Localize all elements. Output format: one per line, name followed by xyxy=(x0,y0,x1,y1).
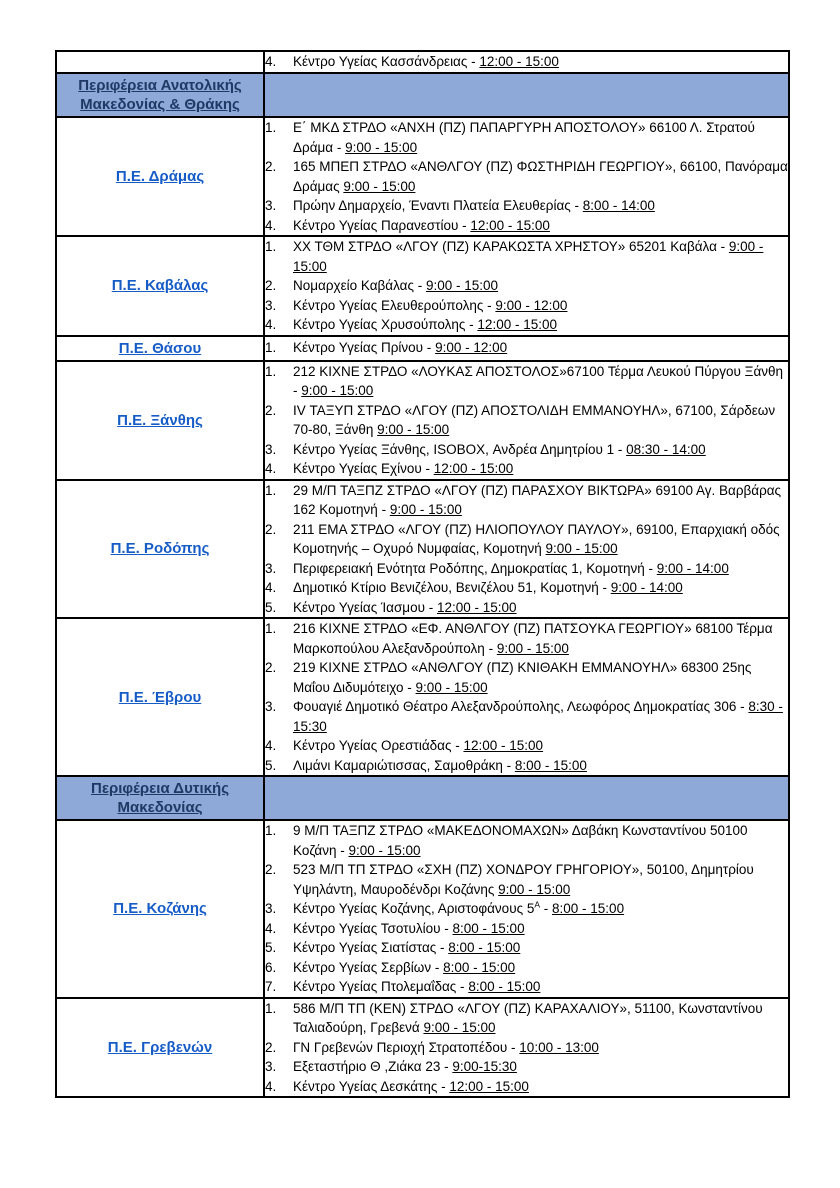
location-text: Δημοτικό Κτίριο Βενιζέλου, Βενιζέλου 51, Κομοτηνή - xyxy=(293,580,611,595)
list-item xyxy=(265,938,788,958)
region-header-row xyxy=(56,73,789,117)
time-range: 8:30 - 15:30 xyxy=(293,699,783,734)
list-item xyxy=(265,559,788,579)
list-item xyxy=(265,736,788,756)
time-range: 12:00 - 15:00 xyxy=(463,738,544,753)
list-item xyxy=(265,362,788,401)
item-text xyxy=(293,860,788,899)
item-number: 1. xyxy=(265,823,277,838)
location-text: IV ΤΑΞΥΠ ΣΤΡΔΟ «ΛΓΟΥ (ΠΖ) ΑΠΟΣΤΟΛΙΔΗ ΕΜΜΑΝΟΥΗΛ», 67100, Σάρδεων 70-80, Ξάνθη xyxy=(293,402,776,437)
item-text xyxy=(293,216,788,236)
region-empty-cell xyxy=(264,776,789,820)
list-item xyxy=(265,315,788,335)
location-text: Φουαγιέ Δημοτικό Θέατρο Αλεξανδρούπολης, Λεωφόρος Δημοκρατίας 306 - xyxy=(293,699,749,714)
location-text: 9 Μ/Π ΤΑΞΠΖ ΣΤΡΔΟ «ΜΑΚΕΔΟΝΟΜΑΧΩΝ» Δαβάκη Κωνσταντίνου 50100 Κοζάνη - xyxy=(293,823,748,858)
item-number: 2. xyxy=(265,660,277,675)
region-header-cell xyxy=(56,776,264,820)
item-number: 3. xyxy=(265,901,277,916)
list-item xyxy=(265,658,788,697)
item-number: 4. xyxy=(265,317,277,332)
table-row xyxy=(56,51,789,73)
unit-label-cell xyxy=(56,998,264,1098)
location-text: Ε΄ ΜΚΔ ΣΤΡΔΟ «ΑΝΧΗ (ΠΖ) ΠΑΠΑΡΓΥΡΗ ΑΠΟΣΤΟΛΟΥ» 66100 Λ. Στρατού Δράμα - xyxy=(293,120,755,155)
location-text: Κέντρο Υγείας Ξάνθης, ISOBOX, Ανδρέα Δημητρίου 1 - xyxy=(293,441,627,457)
time-range: 8:00 - 15:00 xyxy=(552,901,625,916)
location-text: 29 Μ/Π ΤΑΞΠΖ ΣΤΡΔΟ «ΛΓΟΥ (ΠΖ) ΠΑΡΑΣΧΟΥ ΒΙΚΤΩΡΑ» 69100 Αγ. Βαρβάρας 162 Κομοτηνή - xyxy=(293,482,782,517)
locations-cell xyxy=(264,51,789,73)
item-number: 5. xyxy=(265,599,277,615)
item-number: 2. xyxy=(265,1039,277,1055)
unit-label-cell xyxy=(56,117,264,236)
item-text xyxy=(293,401,788,440)
item-number: 1. xyxy=(265,340,277,356)
item-text xyxy=(293,619,788,658)
table-row xyxy=(56,117,789,236)
time-range: 9:00 - 15:00 xyxy=(415,679,488,695)
list-item xyxy=(265,157,788,196)
table-row xyxy=(56,998,789,1098)
item-text xyxy=(293,52,788,72)
time-range: 9:00 - 12:00 xyxy=(495,297,568,313)
item-number: 4. xyxy=(265,461,277,476)
time-range: 12:00 - 15:00 xyxy=(470,217,550,233)
item-number: 1. xyxy=(265,120,277,135)
item-text xyxy=(293,697,788,736)
list-item xyxy=(265,118,788,157)
item-text xyxy=(293,296,788,316)
list-item xyxy=(265,237,788,276)
time-range: 9:00 - 15:00 xyxy=(345,139,418,155)
location-text: Κέντρο Υγείας Δεσκάτης - xyxy=(293,1078,450,1094)
item-number: 2. xyxy=(265,862,277,877)
item-text xyxy=(293,1057,788,1077)
time-range: 9:00 - 15:00 xyxy=(425,278,499,293)
time-range: 8:00 - 15:00 xyxy=(514,757,587,773)
location-text: Κέντρο Υγείας Πρίνου - xyxy=(293,340,436,356)
item-text xyxy=(293,118,788,157)
location-text: 219 ΚΙΧΝΕ ΣΤΡΔΟ «ΑΝΘΛΓΟΥ (ΠΖ) ΚΝΙΘΑΚΗ ΕΜΜΑΝΟΥΗΛ» 68300 25ης Μαΐου Διδυμότειχο - xyxy=(293,660,752,695)
item-text xyxy=(293,440,788,460)
location-text: ΓΝ Γρεβενών Περιοχή Στρατοπέδου - xyxy=(293,1039,520,1055)
time-range: 9:00-15:30 xyxy=(452,1059,517,1074)
item-text xyxy=(293,578,788,598)
location-text: Κέντρο Υγείας Σιατίστας - xyxy=(293,940,449,955)
item-text xyxy=(293,338,788,358)
table-row xyxy=(56,618,789,776)
list-item xyxy=(265,440,788,460)
item-number: 3. xyxy=(265,198,277,213)
time-range: 9:00 - 15:00 xyxy=(293,239,764,274)
time-range: 12:00 - 15:00 xyxy=(477,317,557,332)
region-header-label: Περιφέρεια Ανατολικής Μακεδονίας & Θράκης xyxy=(78,77,242,113)
locations-cell xyxy=(264,336,789,361)
item-text xyxy=(293,276,788,296)
item-text xyxy=(293,459,788,479)
list-item xyxy=(265,1077,788,1097)
unit-label-cell xyxy=(56,236,264,336)
item-text xyxy=(293,756,788,776)
time-range: 12:00 - 15:00 xyxy=(449,1078,529,1094)
table-row xyxy=(56,236,789,336)
item-number: 1. xyxy=(265,482,277,498)
unit-label: Π.Ε. Καβάλας xyxy=(111,277,209,295)
item-number: 3. xyxy=(265,699,277,714)
list-item xyxy=(265,999,788,1038)
table-row xyxy=(56,336,789,361)
locations-cell xyxy=(264,480,789,619)
time-range: 8:00 - 15:00 xyxy=(443,959,516,975)
locations-cell xyxy=(264,998,789,1098)
time-range: 9:00 - 15:00 xyxy=(301,383,374,398)
item-number: 1. xyxy=(265,239,277,254)
item-text xyxy=(293,658,788,697)
list-item xyxy=(265,196,788,216)
unit-label: Π.Ε. Γρεβενών xyxy=(107,1038,213,1056)
location-text: Περιφερειακή Ενότητα Ροδόπης, Δημοκρατίας 1, Κομοτηνή - xyxy=(293,560,657,576)
item-text xyxy=(293,958,788,978)
item-text xyxy=(293,237,788,276)
list-item xyxy=(265,919,788,939)
location-text: Κέντρο Υγείας Ορεστιάδας - xyxy=(293,738,464,753)
time-range: 12:00 - 15:00 xyxy=(433,461,514,476)
item-number: 1. xyxy=(265,621,277,636)
location-text: Πρώην Δημαρχείο, Έναντι Πλατεία Ελευθερίας - xyxy=(293,198,583,213)
list-item xyxy=(265,276,788,296)
location-text: 586 Μ/Π ΤΠ (ΚΕΝ) ΣΤΡΔΟ «ΛΓΟΥ (ΠΖ) ΚΑΡΑΧΑΛΙΟΥ», 51100, Κωνσταντίνου Ταλιαδούρη, Γρεβενά xyxy=(293,1000,763,1035)
item-text xyxy=(293,362,788,401)
list-item xyxy=(265,401,788,440)
list-item xyxy=(265,860,788,899)
location-text: 216 ΚΙΧΝΕ ΣΤΡΔΟ «ΕΦ. ΑΝΘΛΓΟΥ (ΠΖ) ΠΑΤΣΟΥΚΑ ΓΕΩΡΓΙΟΥ» 68100 Τέρμα Μαρκοπούλου Αλεξανδρούπολη - xyxy=(293,621,773,656)
item-text xyxy=(293,598,788,618)
time-range: 9:00 - 15:00 xyxy=(389,502,462,517)
location-text: Κέντρο Υγείας Χρυσούπολης - xyxy=(293,317,478,332)
time-range: 9:00 - 15:00 xyxy=(377,422,450,437)
item-text xyxy=(293,736,788,756)
time-range: 12:00 - 15:00 xyxy=(479,54,559,70)
item-number: 4. xyxy=(265,217,277,233)
unit-label: Π.Ε. Κοζάνης xyxy=(113,900,207,918)
locations-cell xyxy=(264,117,789,236)
item-number: 4. xyxy=(265,1078,277,1094)
item-text xyxy=(293,999,788,1038)
list-item xyxy=(265,598,788,618)
time-range: 12:00 - 15:00 xyxy=(436,599,517,615)
list-item xyxy=(265,338,788,358)
item-text xyxy=(293,899,788,919)
item-text xyxy=(293,157,788,196)
unit-label-cell xyxy=(56,51,264,73)
item-number: 3. xyxy=(265,1059,277,1074)
time-range: 8:00 - 15:00 xyxy=(468,979,541,994)
region-header-row xyxy=(56,776,789,820)
item-text xyxy=(293,977,788,997)
item-number: 4. xyxy=(265,54,277,70)
time-range: 9:00 - 15:00 xyxy=(496,640,569,656)
schedule-table-body xyxy=(56,51,789,1097)
list-item xyxy=(265,756,788,776)
location-text: Κέντρο Υγείας Ίασμου - xyxy=(293,599,437,615)
list-item xyxy=(265,481,788,520)
locations-cell xyxy=(264,618,789,776)
unit-label-cell xyxy=(56,336,264,361)
item-text xyxy=(293,938,788,958)
unit-label: Π.Ε. Έβρου xyxy=(118,688,202,706)
time-range: 8:00 - 15:00 xyxy=(448,940,521,955)
list-item xyxy=(265,216,788,236)
location-text: Κέντρο Υγείας Κασσάνδρειας - xyxy=(293,54,480,70)
time-range: 9:00 - 15:00 xyxy=(498,881,571,897)
item-number: 3. xyxy=(265,297,277,313)
item-text xyxy=(293,919,788,939)
time-range: 9:00 - 12:00 xyxy=(435,340,508,356)
item-number: 6. xyxy=(265,959,277,975)
time-range: 9:00 - 14:00 xyxy=(610,580,683,595)
list-item xyxy=(265,520,788,559)
superscript-text: Α xyxy=(534,899,541,910)
item-text xyxy=(293,1077,788,1097)
item-number: 1. xyxy=(265,1000,277,1016)
unit-label-cell xyxy=(56,361,264,480)
location-text: Κέντρο Υγείας Τσοτυλίου - xyxy=(293,920,453,936)
unit-label-cell xyxy=(56,618,264,776)
locations-cell xyxy=(264,361,789,480)
list-item xyxy=(265,1038,788,1058)
item-number: 4. xyxy=(265,920,277,936)
location-text: 212 ΚΙΧΝΕ ΣΤΡΔΟ «ΛΟΥΚΑΣ ΑΠΟΣΤΟΛΟΣ»67100 Τέρμα Λευκού Πύργου Ξάνθη - xyxy=(293,363,784,398)
list-item xyxy=(265,697,788,736)
locations-cell xyxy=(264,820,789,998)
table-row xyxy=(56,361,789,480)
unit-label: Π.Ε. Ξάνθης xyxy=(117,411,203,429)
unit-label-cell xyxy=(56,480,264,619)
location-text: Λιμάνι Καμαριώτισσας, Σαμοθράκη - xyxy=(293,757,515,773)
location-text: Κέντρο Υγείας Πτολεμαΐδας - xyxy=(293,979,469,994)
location-text: Κέντρο Υγείας Παρανεστίου - xyxy=(293,217,471,233)
unit-label: Π.Ε. Ροδόπης xyxy=(110,540,210,558)
item-text xyxy=(293,821,788,860)
unit-label: Π.Ε. Θάσου xyxy=(118,339,202,357)
time-range: 10:00 - 13:00 xyxy=(519,1039,599,1055)
list-item xyxy=(265,1057,788,1077)
table-row xyxy=(56,480,789,619)
table-row xyxy=(56,820,789,998)
item-number: 4. xyxy=(265,738,277,753)
location-text: Κέντρο Υγείας Ελευθερούπολης - xyxy=(293,297,496,313)
item-number: 2. xyxy=(265,278,277,293)
location-text: 211 ΕΜΑ ΣΤΡΔΟ «ΛΓΟΥ (ΠΖ) ΗΛΙΟΠΟΥΛΟΥ ΠΑΥΛΟΥ», 69100, Επαρχιακή οδός Κομοτηνής – Οχυρό Νυμφαίας, Κομοτηνή xyxy=(293,521,780,556)
location-text: Κέντρο Υγείας Σερβίων - xyxy=(293,959,444,975)
time-range: 9:00 - 15:00 xyxy=(545,541,618,556)
list-item xyxy=(265,52,788,72)
item-text xyxy=(293,1038,788,1058)
item-number: 2. xyxy=(265,402,277,418)
location-text: 165 ΜΠΕΠ ΣΤΡΔΟ «ΑΝΘΛΓΟΥ (ΠΖ) ΦΩΣΤΗΡΙΔΗ ΓΕΩΡΓΙΟΥ», 66100, Πανόραμα Δράμας xyxy=(293,159,788,194)
time-range: 9:00 - 15:00 xyxy=(348,842,421,858)
item-number: 3. xyxy=(265,441,277,457)
time-range: 9:00 - 15:00 xyxy=(423,1020,496,1035)
item-text xyxy=(293,196,788,216)
list-item xyxy=(265,958,788,978)
item-number: 2. xyxy=(265,521,277,537)
list-item xyxy=(265,459,788,479)
item-number: 4. xyxy=(265,580,277,595)
location-text: ΧΧ ΤΘΜ ΣΤΡΔΟ «ΛΓΟΥ (ΠΖ) ΚΑΡΑΚΩΣΤΑ ΧΡΗΣΤΟΥ» 65201 Καβάλα - xyxy=(293,239,729,254)
time-range: 08:30 - 14:00 xyxy=(626,441,706,457)
unit-label-cell xyxy=(56,820,264,998)
time-range: 9:00 - 15:00 xyxy=(343,178,416,194)
location-text: - xyxy=(540,901,553,916)
time-range: 8:00 - 14:00 xyxy=(582,198,655,213)
vaccination-locations-table xyxy=(55,50,790,1098)
locations-cell xyxy=(264,236,789,336)
list-item xyxy=(265,899,788,919)
location-text: Κέντρο Υγείας Κοζάνης, Αριστοφάνους 5 xyxy=(293,901,535,916)
item-text xyxy=(293,559,788,579)
location-text: Κέντρο Υγείας Εχίνου - xyxy=(293,461,434,476)
item-text xyxy=(293,481,788,520)
unit-label: Π.Ε. Δράμας xyxy=(115,168,205,185)
item-number: 5. xyxy=(265,940,277,955)
list-item xyxy=(265,619,788,658)
item-number: 1. xyxy=(265,363,277,379)
time-range: 9:00 - 14:00 xyxy=(656,560,729,576)
item-text xyxy=(293,520,788,559)
list-item xyxy=(265,977,788,997)
list-item xyxy=(265,296,788,316)
region-header-cell xyxy=(56,73,264,117)
list-item xyxy=(265,821,788,860)
region-header-label: Περιφέρεια Δυτικής Μακεδονίας xyxy=(91,780,229,816)
list-item xyxy=(265,578,788,598)
location-text: 523 Μ/Π ΤΠ ΣΤΡΔΟ «ΣΧΗ (ΠΖ) ΧΟΝΔΡΟΥ ΓΡΗΓΟΡΙΟΥ», 50100, Δημητρίου Υψηλάντη, Μαυροδένδρι Κοζάνης xyxy=(293,862,754,897)
item-number: 3. xyxy=(265,560,277,576)
item-number: 5. xyxy=(265,757,277,773)
location-text: Εξεταστήριο Θ ,Ζιάκα 23 - xyxy=(293,1059,453,1074)
location-text: Νομαρχείο Καβάλας - xyxy=(293,278,426,293)
time-range: 8:00 - 15:00 xyxy=(452,920,525,936)
item-text xyxy=(293,315,788,335)
item-number: 2. xyxy=(265,159,277,174)
item-number: 7. xyxy=(265,979,277,994)
region-empty-cell xyxy=(264,73,789,117)
